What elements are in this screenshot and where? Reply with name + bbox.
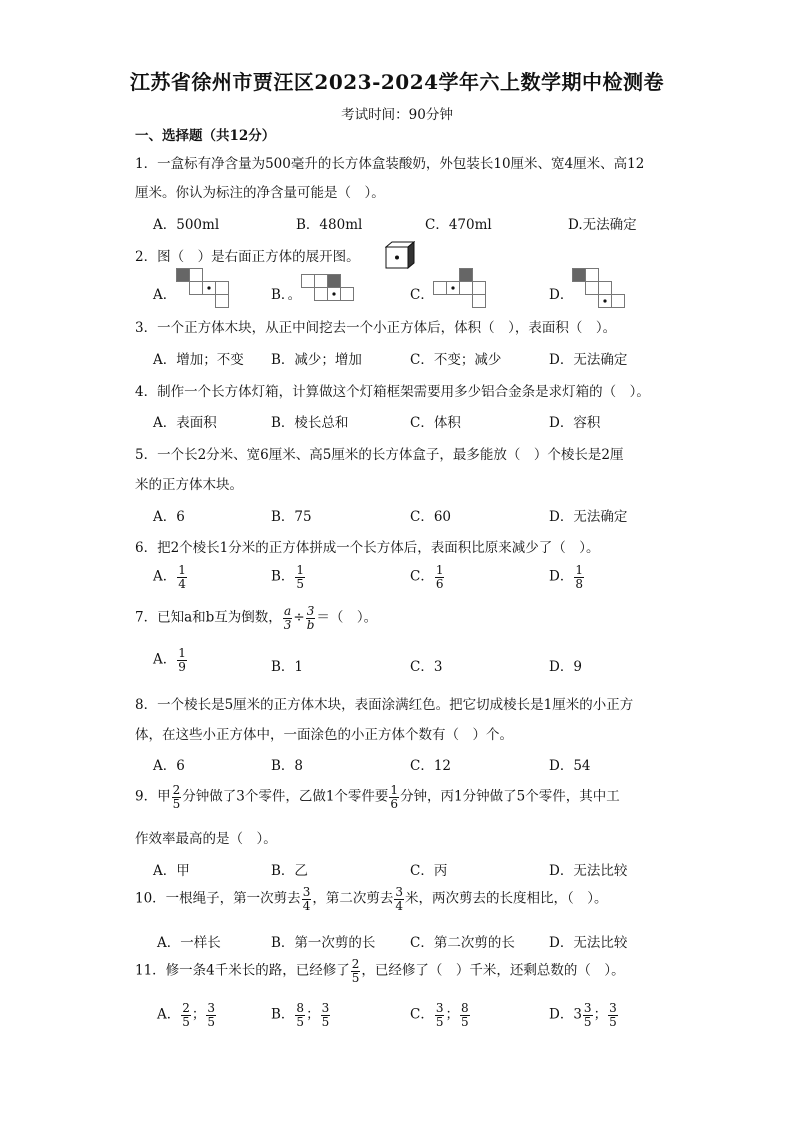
fraction xyxy=(435,564,445,590)
numerator: 2 xyxy=(172,783,181,797)
q9-option-c: C．丙 xyxy=(410,863,448,879)
denominator: 6 xyxy=(390,796,399,811)
q6-option-c-label: C． xyxy=(410,568,434,585)
net-d-figure xyxy=(572,268,626,308)
q10-option-b: B．第一次剪的长 xyxy=(271,935,376,951)
q3-option-b: B．减少；增加 xyxy=(271,352,362,368)
q5-option-a: A．6 xyxy=(153,509,185,525)
q9-option-a: A．甲 xyxy=(153,863,190,879)
q10-option-c: C．第二次剪的长 xyxy=(410,935,515,951)
q1-option-d: D.无法确定 xyxy=(568,217,637,233)
fraction xyxy=(351,958,361,984)
q11-option-c-label: C． xyxy=(410,1006,434,1023)
denominator: 5 xyxy=(460,1014,469,1029)
q9-option-b: B．乙 xyxy=(271,863,308,879)
numerator: 3 xyxy=(306,604,315,618)
q4-option-d: D．容积 xyxy=(549,415,601,431)
denominator: 8 xyxy=(575,576,583,591)
q11-option-a-label: A． xyxy=(157,1006,181,1023)
q6-option-d xyxy=(549,564,585,590)
q4-option-a: A．表面积 xyxy=(153,415,217,431)
q6-option-a-label: A． xyxy=(153,568,177,585)
q5-option-b: B．75 xyxy=(271,509,312,525)
question-11 xyxy=(135,958,625,984)
net-a-figure xyxy=(176,268,230,308)
question-5-line-2: 米的正方体木块。 xyxy=(135,477,243,493)
separator: ； xyxy=(593,1006,608,1023)
q7-option-c: C．3 xyxy=(410,659,443,675)
q6-option-b-label: B． xyxy=(271,568,295,585)
q8-option-b: B．8 xyxy=(271,758,304,774)
q6-option-a xyxy=(153,564,188,590)
q11-text-1: 11．修一条4千米长的路，已经修了 xyxy=(135,962,350,979)
numerator: 3 xyxy=(609,1001,617,1015)
q11-option-c xyxy=(410,1002,471,1028)
numerator: 3 xyxy=(207,1001,216,1015)
fraction-3-over-b xyxy=(306,605,316,631)
q7-option-a xyxy=(153,647,188,673)
net-c-figure xyxy=(433,268,487,308)
q8-option-d: D．54 xyxy=(549,758,591,774)
fraction xyxy=(177,564,187,590)
numerator: 1 xyxy=(178,563,186,577)
fraction xyxy=(295,564,305,590)
q6-option-b xyxy=(271,564,306,590)
q9-text-2: 分钟做了3个零件，乙做1个零件要 xyxy=(182,788,389,805)
fraction xyxy=(295,1002,305,1028)
fraction xyxy=(574,564,584,590)
separator: ； xyxy=(445,1006,459,1023)
q11-option-d-label: D． xyxy=(549,1006,574,1023)
question-8-line-1: 8．一个棱长是5厘米的正方体木块，表面涂满红色。把它切成棱长是1厘米的小正方 xyxy=(135,697,634,713)
q2-option-c: C． xyxy=(410,287,434,303)
q11-option-b xyxy=(271,1002,331,1028)
q1-option-a: A．500ml xyxy=(153,217,220,233)
fraction xyxy=(460,1002,470,1028)
denominator: 5 xyxy=(172,796,181,811)
denominator: 4 xyxy=(395,898,403,913)
q11-option-d xyxy=(549,1002,619,1028)
q7-text-a: 7．已知a和b互为倒数， xyxy=(135,609,282,626)
q7-option-a-label: A． xyxy=(153,651,177,668)
separator: ； xyxy=(306,1006,320,1023)
q6-option-d-label: D． xyxy=(549,568,574,585)
q9-text-1: 9．甲 xyxy=(135,788,171,805)
denominator: 5 xyxy=(351,970,360,985)
q11-text-2: ，已经修了（ ）千米，还剩总数的（ ）。 xyxy=(361,962,625,979)
net-b-figure xyxy=(301,274,355,302)
denominator: 5 xyxy=(296,1014,305,1029)
whole-number: 3 xyxy=(573,1006,582,1023)
q5-option-d: D．无法确定 xyxy=(549,509,628,525)
fraction xyxy=(206,1002,216,1028)
q6-option-c xyxy=(410,564,445,590)
denominator: b xyxy=(306,617,315,632)
denominator: 5 xyxy=(296,576,305,591)
question-1-line-2: 厘米。你认为标注的净含量可能是（ ）。 xyxy=(135,185,385,201)
numerator: 3 xyxy=(395,885,403,899)
fraction xyxy=(181,1002,191,1028)
q1-option-b: B．480ml xyxy=(296,217,363,233)
fraction xyxy=(583,1002,593,1028)
q4-option-c: C．体积 xyxy=(410,415,461,431)
fraction xyxy=(389,784,399,810)
question-4: 4．制作一个长方体灯箱，计算做这个灯箱框架需要用多少铝合金条是求灯箱的（ ）。 xyxy=(135,384,650,400)
question-9-line-1 xyxy=(135,784,620,810)
question-5-line-1: 5．一个长2分米、宽6厘米、高5厘米的长方体盒子，最多能放（ ）个棱长是2厘 xyxy=(135,447,624,463)
q2-option-a: A． xyxy=(153,287,177,303)
separator: ； xyxy=(191,1006,206,1023)
numerator: 1 xyxy=(575,563,583,577)
numerator: 1 xyxy=(178,646,186,660)
q1-option-c: C．470ml xyxy=(425,217,492,233)
q11-option-a xyxy=(157,1002,217,1028)
numerator: 3 xyxy=(321,1001,330,1015)
question-9-line-2: 作效率最高的是（ ）。 xyxy=(135,831,277,847)
fraction xyxy=(172,784,182,810)
exam-time: 考试时间：90分钟 xyxy=(341,107,453,123)
numerator: 8 xyxy=(296,1001,305,1015)
denominator: 5 xyxy=(435,1014,444,1029)
denominator: 5 xyxy=(583,1014,592,1029)
numerator: 1 xyxy=(390,783,399,797)
cube-figure xyxy=(385,241,415,269)
numerator: 2 xyxy=(182,1001,190,1015)
denominator: 5 xyxy=(609,1014,617,1029)
q10-option-d: D．无法比较 xyxy=(549,935,628,951)
q7-option-b: B．1 xyxy=(271,659,304,675)
denominator: 5 xyxy=(182,1014,190,1029)
fraction xyxy=(608,1002,618,1028)
denominator: 5 xyxy=(207,1014,216,1029)
denominator: 5 xyxy=(321,1014,330,1029)
q10-text-2: ，第二次剪去 xyxy=(312,890,394,907)
question-8-line-2: 体，在这些小正方体中，一面涂色的小正方体个数有（ ）个。 xyxy=(135,727,513,743)
section-heading: 一、选择题（共12分） xyxy=(135,128,276,144)
denominator: 4 xyxy=(178,576,186,591)
q8-option-a: A．6 xyxy=(153,758,185,774)
fraction xyxy=(177,647,187,673)
denominator: 3 xyxy=(283,617,292,632)
numerator: 3 xyxy=(435,1001,444,1015)
q9-text-3: 分钟，丙1分钟做了5个零件，其中工 xyxy=(400,788,620,805)
q2-option-d: D． xyxy=(549,287,574,303)
denominator: 9 xyxy=(178,659,186,674)
denominator: 4 xyxy=(302,898,311,913)
numerator: 2 xyxy=(351,957,360,971)
denominator: 6 xyxy=(435,576,444,591)
q11-option-b-label: B． xyxy=(271,1006,295,1023)
page-title: 江苏省徐州市贾汪区2023-2024学年六上数学期中检测卷 xyxy=(129,70,665,94)
q7-option-d: D．9 xyxy=(549,659,582,675)
fraction xyxy=(435,1002,445,1028)
q8-option-c: C．12 xyxy=(410,758,452,774)
q5-option-c: C．60 xyxy=(410,509,452,525)
numerator: 3 xyxy=(302,885,311,899)
question-1-line-1: 1．一盒标有净含量为500毫升的长方体盒装酸奶，外包装长10厘米、宽4厘米、高12 xyxy=(135,156,645,172)
q10-text-3: 米，两次剪去的长度相比，（ ）。 xyxy=(404,890,608,907)
q4-option-b: B．棱长总和 xyxy=(271,415,349,431)
q7-text-b: ＝（ ）。 xyxy=(316,609,378,626)
q9-option-d: D．无法比较 xyxy=(549,863,628,879)
question-3: 3．一个正方体木块，从正中间挖去一个小正方体后，体积（ ），表面积（ ）。 xyxy=(135,320,617,336)
q10-option-a: A．一样长 xyxy=(157,935,221,951)
question-7 xyxy=(135,605,377,631)
numerator: 3 xyxy=(583,1001,592,1015)
fraction xyxy=(302,886,312,912)
q3-option-c: C．不变；减少 xyxy=(410,352,502,368)
question-2: 2．图（ ）是右面正方体的展开图。 xyxy=(135,249,360,265)
question-6: 6．把2个棱长1分米的正方体拼成一个长方体后，表面积比原来减少了（ ）。 xyxy=(135,540,600,556)
numerator: 8 xyxy=(460,1001,469,1015)
q2-option-b: B．。 xyxy=(271,287,302,303)
fraction xyxy=(394,886,404,912)
fraction-a-over-3 xyxy=(283,605,293,631)
q3-option-a: A．增加；不变 xyxy=(153,352,244,368)
numerator: 1 xyxy=(435,563,444,577)
q10-text-1: 10．一根绳子，第一次剪去 xyxy=(135,890,301,907)
numerator: a xyxy=(284,604,292,618)
q3-option-d: D．无法确定 xyxy=(549,352,628,368)
division-sign: ÷ xyxy=(293,609,305,626)
numerator: 1 xyxy=(296,563,305,577)
fraction xyxy=(321,1002,331,1028)
question-10 xyxy=(135,886,607,912)
